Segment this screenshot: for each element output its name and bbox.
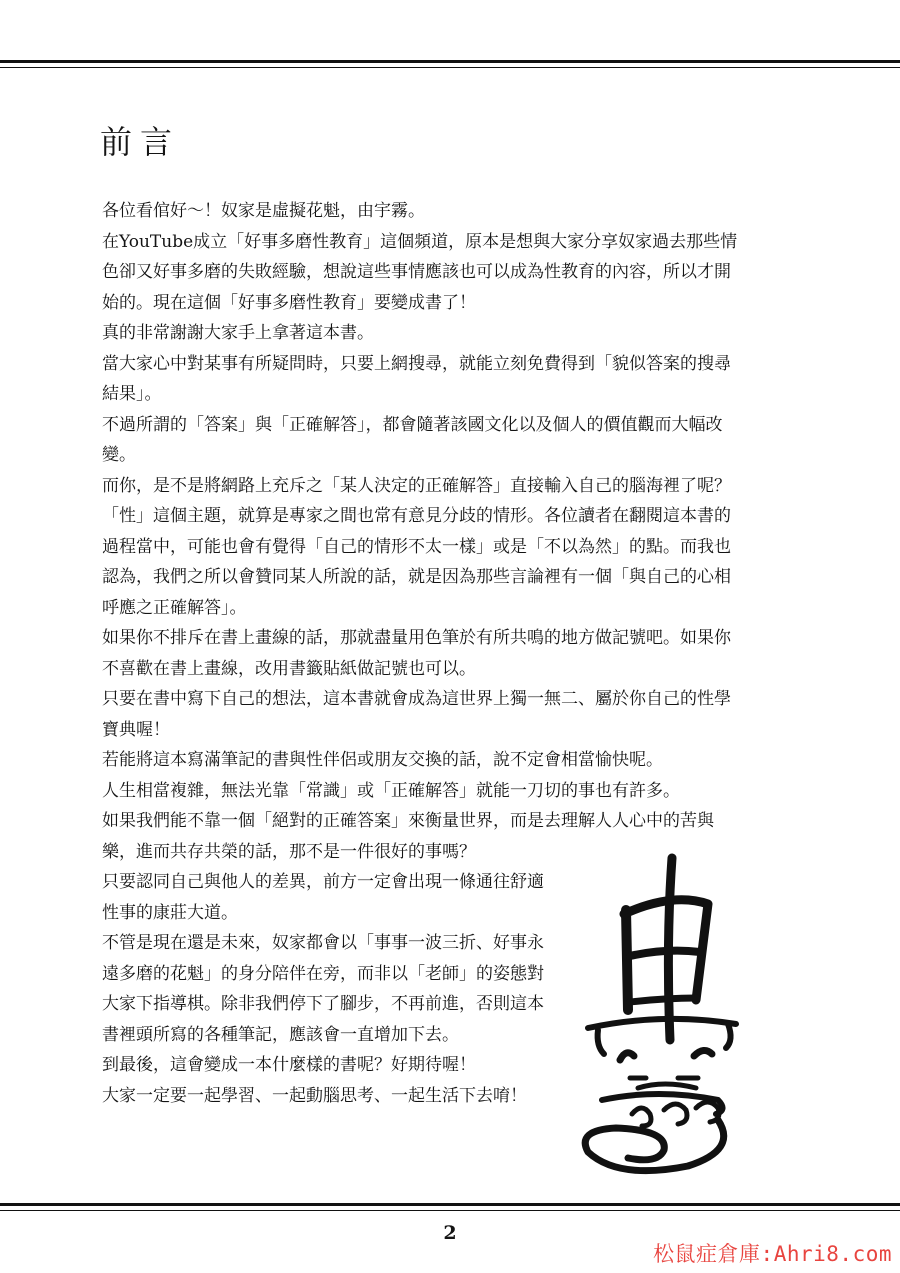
paragraph: 若能將這本寫滿筆記的書與性伴侶或朋友交換的話，說不定會相當愉快呢。: [102, 750, 663, 770]
paragraph: 不管是現在還是未來，奴家都會以「事事一波三折、好事永遠多磨的花魁」的身分陪伴在旁，而非以「老師」的姿態對大家下指導棋。除非我們停下了腳步，不再前進，否則這本書裡頭所寫的各種筆記，應該會一直增加下去。: [102, 933, 544, 1045]
calligraphy-signature-icon: [568, 852, 748, 1182]
paragraph: 如果你不排斥在書上畫線的話，那就盡量用色筆於有所共鳴的地方做記號吧。如果你不喜歡在書上畫線，改用書籤貼紙做記號也可以。: [102, 628, 731, 679]
paragraph: 人生相當複雜，無法光靠「常識」或「正確解答」就能一刀切的事也有許多。: [102, 780, 680, 801]
paragraph: 「性」這個主題，就算是專家之間也常有意見分歧的情形。各位讀者在翻閱這本書的過程當中，可能也會有覺得「自己的情形不太一樣」或是「不以為然」的點。而我也認為，我們之所以會贊同某人所說的話，就是因為那些言論裡有一個「與自己的心相呼應之正確解答」。: [102, 506, 731, 618]
paragraph: 只要認同自己與他人的差異，前方一定會出現一條通往舒適性事的康莊大道。: [102, 872, 544, 923]
top-rule: [0, 60, 900, 70]
page-number: 2: [443, 1222, 457, 1244]
paragraph: 大家一定要一起學習、一起動腦思考、一起生活下去唷！: [102, 1085, 527, 1106]
top-rule-thin: [0, 67, 900, 68]
bottom-rule-thick: [0, 1203, 900, 1206]
bottom-rule: [0, 1203, 900, 1213]
paragraph: 只要在書中寫下自己的想法，這本書就會成為這世界上獨一無二、屬於你自己的性學寶典喔！: [102, 689, 731, 740]
watermark-text: 松鼠症倉庫:Ahri8.com: [653, 1242, 892, 1266]
paragraph: 不過所謂的「答案」與「正確解答」，都會隨著該國文化以及個人的價值觀而大幅改變。: [102, 414, 723, 465]
paragraph: 到最後，這會變成一本什麼樣的書呢？好期待喔！: [102, 1055, 476, 1075]
paragraph: 真的非常謝謝大家手上拿著這本書。: [102, 323, 374, 343]
paragraph: 如果我們能不靠一個「絕對的正確答案」來衡量世界，而是去理解人人心中的苦與樂，進而共存共榮的話，那不是一件很好的事嗎？: [102, 811, 714, 862]
paragraph: 各位看倌好～！奴家是虛擬花魁，由宇霧。: [102, 201, 425, 221]
paragraph: 在YouTube成立「好事多磨性教育」這個頻道，原本是想與大家分享奴家過去那些情色卻又好事多磨的失敗經驗，想說這些事情應該也可以成為性教育的內容，所以才開始的。現在這個「好事多磨性教育」要變成書了！: [102, 231, 738, 313]
paragraph: 當大家心中對某事有所疑問時，只要上網搜尋，就能立刻免費得到「貌似答案的搜尋結果」。: [102, 353, 731, 404]
top-rule-thick: [0, 60, 900, 63]
bottom-rule-thin: [0, 1210, 900, 1211]
paragraph: 而你，是不是將網路上充斥之「某人決定的正確解答」直接輸入自己的腦海裡了呢？: [102, 475, 731, 496]
page-title: 前言: [100, 123, 181, 161]
